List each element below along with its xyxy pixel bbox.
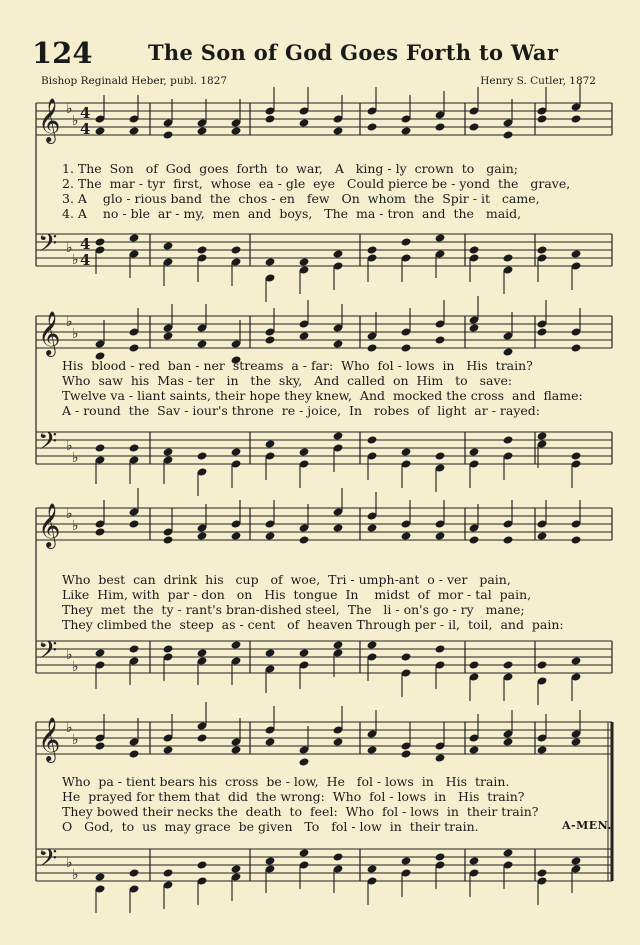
note-head <box>401 447 412 456</box>
note-head <box>231 640 242 649</box>
note-head <box>95 741 106 750</box>
note-head <box>469 245 480 254</box>
key-flat-icon: ♭ <box>72 113 79 129</box>
note-head <box>401 856 412 865</box>
key-flat-icon: ♭ <box>72 326 79 342</box>
note-head <box>299 257 310 266</box>
note-head <box>95 648 106 657</box>
note-head <box>163 130 174 139</box>
lyric-verse-2: Who saw his Mas - ter in the sky, And called on Him to save: <box>62 373 513 388</box>
note-head <box>537 327 548 336</box>
note-head <box>503 660 514 669</box>
note-head <box>401 343 412 352</box>
note-head <box>299 757 310 766</box>
note-head <box>299 648 310 657</box>
note-head <box>129 868 140 877</box>
key-flat-icon: ♭ <box>66 506 73 522</box>
key-flat-icon: ♭ <box>66 314 73 330</box>
time-signature-top: 4 <box>80 104 91 122</box>
lyric-verse-1: Who best can drink his cup of woe, Tri - umph-ant o - ver pain, <box>62 572 511 587</box>
text-credit: Bishop Reginald Heber, publ. 1827 <box>41 75 228 87</box>
note-head <box>435 233 446 242</box>
treble-clef-icon: 𝄞 <box>38 98 61 142</box>
note-head <box>231 531 242 540</box>
note-head <box>231 245 242 254</box>
note-head <box>95 126 106 135</box>
note-head <box>129 126 140 135</box>
note-head <box>265 531 276 540</box>
note-head <box>537 868 548 877</box>
treble-clef-icon: 𝄞 <box>38 503 61 547</box>
note-head <box>367 640 378 649</box>
note-head <box>333 126 344 135</box>
note-head <box>95 443 106 452</box>
note-head <box>163 745 174 754</box>
lyric-verse-2: He prayed for them that did the wrong: Who fol - lows in His train? <box>62 789 525 804</box>
note-head <box>333 523 344 532</box>
note-head <box>401 237 412 246</box>
note-head <box>367 122 378 131</box>
note-head <box>503 535 514 544</box>
lyric-verse-3: 3. A glo - rious band the chos - en few On whom the Spir - it came, <box>62 191 540 206</box>
note-head <box>503 435 514 444</box>
bass-clef-icon: 𝄢 <box>38 844 58 879</box>
note-head <box>333 640 344 649</box>
note-head <box>469 856 480 865</box>
note-head <box>401 652 412 661</box>
note-head <box>333 249 344 258</box>
note-head <box>469 447 480 456</box>
lyric-verse-1: His blood - red ban - ner streams a - far: Who fol - lows in His train? <box>62 358 533 373</box>
treble-staff <box>36 316 612 348</box>
note-head <box>299 535 310 544</box>
treble-staff <box>36 508 612 540</box>
note-head <box>571 249 582 258</box>
note-head <box>197 245 208 254</box>
music-credit: Henry S. Cutler, 1872 <box>480 75 596 87</box>
key-flat-icon: ♭ <box>66 240 73 256</box>
note-head <box>571 856 582 865</box>
note-head <box>333 737 344 746</box>
treble-staff <box>36 722 612 754</box>
note-head <box>537 660 548 669</box>
note-head <box>333 339 344 348</box>
amen-label: A-MEN. <box>562 819 612 832</box>
note-head <box>265 737 276 746</box>
lyric-verse-1: 1. The Son of God goes forth to war, A king - ly crown to gain; <box>62 161 518 176</box>
note-head <box>197 648 208 657</box>
note-head <box>197 860 208 869</box>
note-head <box>503 253 514 262</box>
bass-staff <box>36 849 612 881</box>
note-head <box>197 126 208 135</box>
note-head <box>129 233 140 242</box>
hymn-number: 124 <box>32 36 93 70</box>
note-head <box>503 848 514 857</box>
note-head <box>367 343 378 352</box>
note-head <box>129 644 140 653</box>
note-head <box>231 126 242 135</box>
note-head <box>333 431 344 440</box>
note-head <box>503 130 514 139</box>
time-signature-bottom: 4 <box>80 251 91 269</box>
note-head <box>367 245 378 254</box>
key-flat-icon: ♭ <box>66 101 73 117</box>
note-head <box>367 523 378 532</box>
note-head <box>401 749 412 758</box>
note-head <box>95 872 106 881</box>
note-head <box>367 745 378 754</box>
bass-staff <box>36 432 612 464</box>
note-head <box>265 856 276 865</box>
note-head <box>435 753 446 762</box>
note-head <box>265 114 276 123</box>
note-head <box>435 852 446 861</box>
note-head <box>401 531 412 540</box>
note-head <box>367 435 378 444</box>
lyric-verse-2: Like Him, with par - don on His tongue In midst of mor - tal pain, <box>62 587 532 602</box>
note-head <box>197 733 208 742</box>
note-head <box>197 339 208 348</box>
note-head <box>469 660 480 669</box>
bass-clef-icon: 𝄢 <box>38 636 58 671</box>
note-head <box>95 237 106 246</box>
lyric-verse-4: They climbed the steep as - cent of heaven Through per - il, toil, and pain: <box>62 617 564 632</box>
note-head <box>197 451 208 460</box>
note-head <box>299 331 310 340</box>
note-head <box>435 531 446 540</box>
note-head <box>537 745 548 754</box>
bass-staff <box>36 641 612 673</box>
note-head <box>265 257 276 266</box>
note-head <box>163 535 174 544</box>
note-head <box>469 535 480 544</box>
note-head <box>537 114 548 123</box>
lyric-verse-3: They met the ty - rant's bran-dished steel, The li - on's go - ry mane; <box>62 602 525 617</box>
bass-clef-icon: 𝄢 <box>38 229 58 264</box>
note-head <box>129 749 140 758</box>
key-flat-icon: ♭ <box>72 252 79 268</box>
treble-clef-icon: 𝄞 <box>38 717 61 761</box>
lyric-verse-3: Twelve va - liant saints, their hope they knew, And mocked the cross and flame: <box>62 388 583 403</box>
note-head <box>95 527 106 536</box>
note-head <box>333 852 344 861</box>
note-head <box>163 644 174 653</box>
note-head <box>435 451 446 460</box>
note-head <box>537 245 548 254</box>
note-head <box>503 737 514 746</box>
time-signature-bottom: 4 <box>80 120 91 138</box>
note-head <box>537 431 548 440</box>
lyric-verse-1: Who pa - tient bears his cross be - low, He fol - lows in His train. <box>62 774 510 789</box>
note-head <box>469 122 480 131</box>
key-flat-icon: ♭ <box>66 855 73 871</box>
note-head <box>571 535 582 544</box>
time-signature-top: 4 <box>80 235 91 253</box>
lyric-verse-4: A - round the Sav - iour's throne re - joice, In robes of light ar - rayed: <box>62 403 541 418</box>
key-flat-icon: ♭ <box>66 720 73 736</box>
note-head <box>299 848 310 857</box>
note-head <box>163 868 174 877</box>
note-head <box>469 745 480 754</box>
note-head <box>571 656 582 665</box>
note-head <box>571 451 582 460</box>
note-head <box>367 864 378 873</box>
note-head <box>435 335 446 344</box>
note-head <box>571 737 582 746</box>
key-flat-icon: ♭ <box>72 732 79 748</box>
note-head <box>469 323 480 332</box>
note-head <box>231 745 242 754</box>
key-flat-icon: ♭ <box>66 438 73 454</box>
note-head <box>231 864 242 873</box>
bass-staff <box>36 234 612 266</box>
note-head <box>299 447 310 456</box>
note-head <box>163 331 174 340</box>
note-head <box>571 114 582 123</box>
lyric-verse-3: They bowed their necks the death to feel: Who fol - lows in their train? <box>62 804 539 819</box>
note-head <box>265 648 276 657</box>
lyric-verse-2: 2. The mar - tyr first, whose ea - gle eye Could pierce be - yond the grave, <box>62 176 571 191</box>
note-head <box>163 241 174 250</box>
note-head <box>265 335 276 344</box>
note-head <box>435 122 446 131</box>
treble-staff <box>36 103 612 135</box>
key-flat-icon: ♭ <box>72 659 79 675</box>
key-flat-icon: ♭ <box>66 647 73 663</box>
note-head <box>163 447 174 456</box>
note-head <box>503 347 514 356</box>
key-flat-icon: ♭ <box>72 867 79 883</box>
hymn-title: The Son of God Goes Forth to War <box>148 40 559 65</box>
note-head <box>299 118 310 127</box>
key-flat-icon: ♭ <box>72 518 79 534</box>
bass-clef-icon: 𝄢 <box>38 427 58 462</box>
note-head <box>197 531 208 540</box>
note-head <box>129 343 140 352</box>
lyric-verse-4: 4. A no - ble ar - my, men and boys, The ma - tron and the maid, <box>62 206 522 221</box>
note-head <box>401 126 412 135</box>
note-head <box>265 439 276 448</box>
lyric-verse-4: O God, to us may grace be given To fol - low in their train. <box>62 819 479 834</box>
note-head <box>435 644 446 653</box>
key-flat-icon: ♭ <box>72 450 79 466</box>
note-head <box>231 447 242 456</box>
note-head <box>537 531 548 540</box>
note-head <box>129 519 140 528</box>
treble-clef-icon: 𝄞 <box>38 311 61 355</box>
note-head <box>129 443 140 452</box>
note-head <box>571 343 582 352</box>
